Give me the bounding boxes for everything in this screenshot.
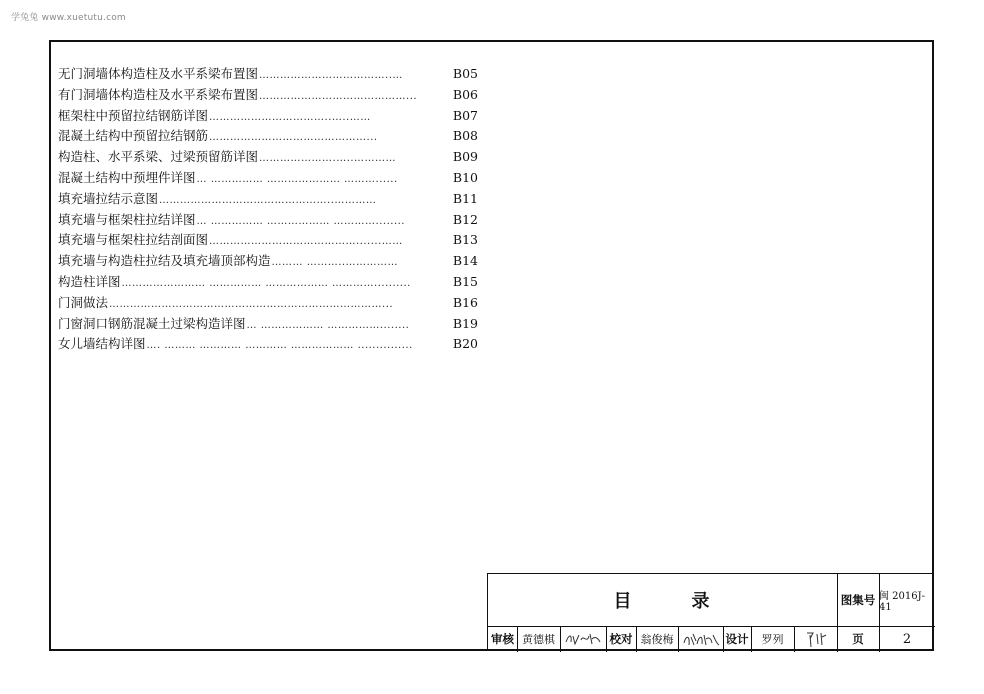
design-signature xyxy=(794,626,837,652)
toc-entry-title: 女儿墙结构详图 xyxy=(58,336,146,352)
toc-entry xyxy=(58,251,478,272)
toc-entry-title: 无门洞墙体构造柱及水平系梁布置图 xyxy=(58,66,259,81)
toc-entry-page-code: B12 xyxy=(452,211,478,227)
toc-entry-page-code: B13 xyxy=(452,232,478,248)
toc-entry-leader: ………………….…..………… xyxy=(259,153,397,165)
drawing-sheet xyxy=(49,40,934,651)
title-char-1: 目 xyxy=(613,591,634,612)
title-char-2: 录 xyxy=(691,591,712,612)
toc-entry-leader: …………………………………………..………… xyxy=(159,194,377,206)
toc-entry-page-code: B07 xyxy=(452,107,478,123)
toc-entry-title: 门洞做法 xyxy=(58,294,109,310)
toc-entry-page-code: B16 xyxy=(452,294,478,310)
toc-entry-title: 混凝土结构中预埋件详图 xyxy=(58,169,196,185)
review-label: 审核 xyxy=(491,632,514,646)
toc-entry-leader: …………………………………….......…… xyxy=(209,236,403,248)
toc-entry xyxy=(58,230,478,251)
sheet-title xyxy=(488,574,837,626)
toc-entry-page-code: B11 xyxy=(452,190,478,206)
check-name: 翁俊梅 xyxy=(640,633,674,646)
toc-entry-leader: … …………… ……………… …………........ xyxy=(196,215,405,227)
toc-entry-leader: ……… ………..…………… xyxy=(271,257,399,269)
toc-entry xyxy=(58,314,478,335)
toc-entry-page-code: B05 xyxy=(452,66,478,81)
toc-entry-title: 填充墙拉结示意图 xyxy=(58,190,159,206)
toc-entry-page-code: B09 xyxy=(452,149,478,165)
review-signature xyxy=(560,626,606,652)
toc-entry-leader: ……………………………………………………………………... xyxy=(109,298,394,310)
toc-entry-page-code: B06 xyxy=(452,86,478,102)
watermark: 学兔兔 www.xuetutu.com xyxy=(11,13,126,23)
design-name: 罗列 xyxy=(761,633,784,646)
page-label: 页 xyxy=(852,632,864,646)
table-of-contents xyxy=(58,64,478,355)
toc-entry-title: 构造柱详图 xyxy=(58,273,121,289)
atlas-number-value: 闽 2016J-41 xyxy=(879,591,926,613)
toc-entry-leader: …. ……… ………… ………… ……………… ............... xyxy=(146,340,413,352)
toc-entry-title: 门窗洞口钢筋混凝土过梁构造详图 xyxy=(58,315,246,331)
toc-entry-page-code: B14 xyxy=(452,253,478,269)
toc-entry-title: 填充墙与构造柱拉结及填充墙顶部构造 xyxy=(58,253,271,269)
check-label: 校对 xyxy=(609,632,633,646)
toc-entry xyxy=(58,64,478,85)
toc-entry xyxy=(58,85,478,106)
toc-entry xyxy=(58,272,478,293)
toc-entry-page-code: B15 xyxy=(452,273,478,289)
toc-entry-leader: … …………… ………………… ………...... xyxy=(196,173,398,185)
toc-entry-leader: ………………………………..… xyxy=(259,70,403,81)
toc-entry xyxy=(58,334,478,355)
toc-entry xyxy=(58,210,478,231)
toc-entry-title: 有门洞墙体构造柱及水平系梁布置图 xyxy=(58,86,259,102)
toc-entry-title: 填充墙与框架柱拉结详图 xyxy=(58,211,196,227)
toc-entry xyxy=(58,147,478,168)
check-signature xyxy=(678,626,723,652)
toc-entry-title: 混凝土结构中预留拉结钢筋 xyxy=(58,128,209,144)
toc-entry-leader: ………………………………………... xyxy=(209,132,378,144)
toc-entry-leader: ……………………………..…..…… xyxy=(209,111,371,123)
toc-entry-page-code: B10 xyxy=(452,169,478,185)
toc-entry-page-code: B08 xyxy=(452,128,478,144)
toc-entry xyxy=(58,293,478,314)
toc-entry-page-code: B20 xyxy=(452,336,478,352)
toc-entry xyxy=(58,106,478,127)
toc-entry-leader: … ……………… ……………........ xyxy=(246,319,410,331)
toc-entry-leader: …………………… …………… ……………… ………….......... xyxy=(121,277,411,289)
title-block xyxy=(487,573,934,651)
toc-entry-title: 构造柱、水平系梁、过梁预留筋详图 xyxy=(58,149,259,165)
toc-entry xyxy=(58,126,478,147)
toc-entry-title: 框架柱中预留拉结钢筋详图 xyxy=(58,107,209,123)
page-number: 2 xyxy=(902,631,912,647)
toc-entry-leader: ……………………………………... xyxy=(259,90,418,102)
toc-entry xyxy=(58,168,478,189)
toc-entry xyxy=(58,189,478,210)
atlas-number-label: 图集号 xyxy=(840,593,876,607)
design-label: 设计 xyxy=(725,632,749,646)
toc-entry-title: 填充墙与框架柱拉结剖面图 xyxy=(58,232,209,248)
toc-entry-page-code: B19 xyxy=(452,315,478,331)
review-name: 黄德棋 xyxy=(522,633,555,646)
